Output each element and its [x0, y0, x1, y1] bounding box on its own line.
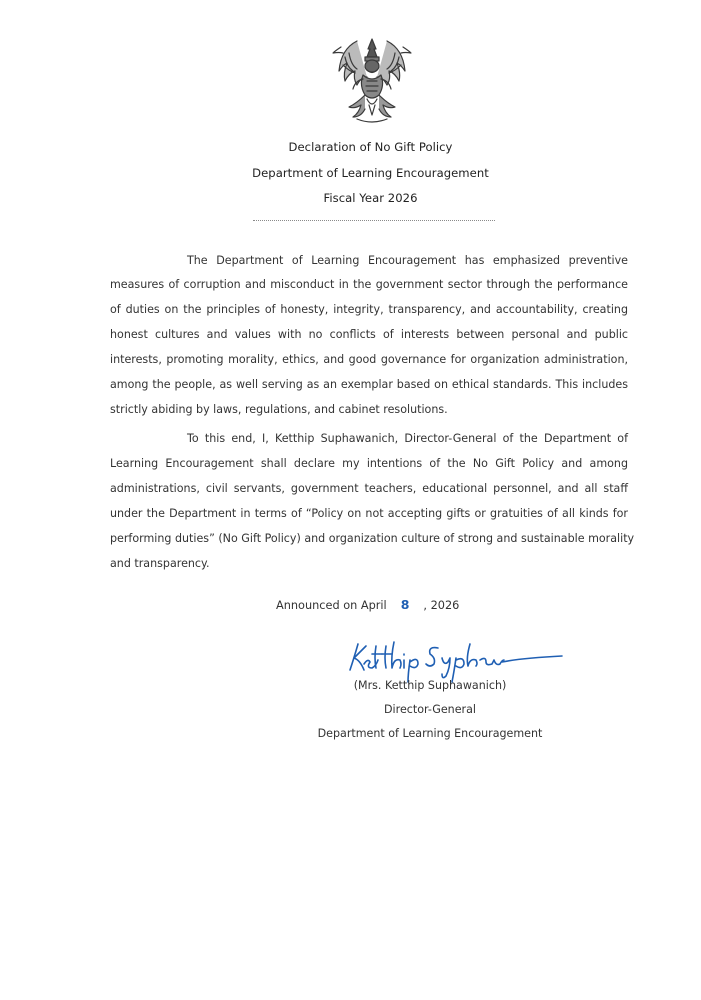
handwritten-signature-icon	[346, 636, 566, 684]
fiscal-year-heading: Fiscal Year 2026	[323, 191, 418, 205]
paragraph-line: and transparency.	[110, 557, 210, 570]
signatory-department: Department of Learning Encouragement	[317, 727, 543, 740]
department-heading: Department of Learning Encouragement	[252, 166, 489, 180]
garuda-emblem-icon	[327, 35, 417, 127]
document-title: Declaration of No Gift Policy	[288, 140, 453, 154]
announcement-year: , 2026	[423, 599, 460, 612]
announcement-day: 8	[400, 597, 410, 612]
paragraph-line: honest cultures and values with no conflicts of interests between personal and public	[110, 328, 628, 341]
paragraph-line: administrations, civil servants, government teachers, educational personnel, and all staff	[110, 482, 628, 495]
paragraph-line: interests, promoting morality, ethics, and good governance for organization administration,	[110, 353, 628, 366]
paragraph-line: measures of corruption and misconduct in the government sector through the performance	[110, 278, 628, 291]
paragraph-line: Learning Encouragement shall declare my intentions of the No Gift Policy and among	[110, 457, 628, 470]
announcement-prefix: Announced on April	[276, 599, 387, 612]
paragraph-line: performing duties” (No Gift Policy) and organization culture of strong and sustainable morality	[110, 532, 635, 545]
announcement-date	[276, 597, 459, 612]
signatory-position: Director-General	[384, 703, 476, 716]
paragraph-line: under the Department in terms of “Policy on not accepting gifts or gratuities of all kinds for	[110, 507, 628, 520]
paragraph-line: strictly abiding by laws, regulations, and cabinet resolutions.	[110, 403, 448, 416]
header-divider	[253, 220, 495, 221]
paragraph-line: To this end, I, Ketthip Suphawanich, Director-General of the Department of	[187, 432, 628, 445]
paragraph-line: The Department of Learning Encouragement has emphasized preventive	[187, 254, 628, 267]
signatory-name: (Mrs. Ketthip Suphawanich)	[353, 679, 507, 692]
paragraph-line: among the people, as well serving as an exemplar based on ethical standards. This includes	[110, 378, 628, 391]
paragraph-line: of duties on the principles of honesty, integrity, transparency, and accountability, creating	[110, 303, 628, 316]
